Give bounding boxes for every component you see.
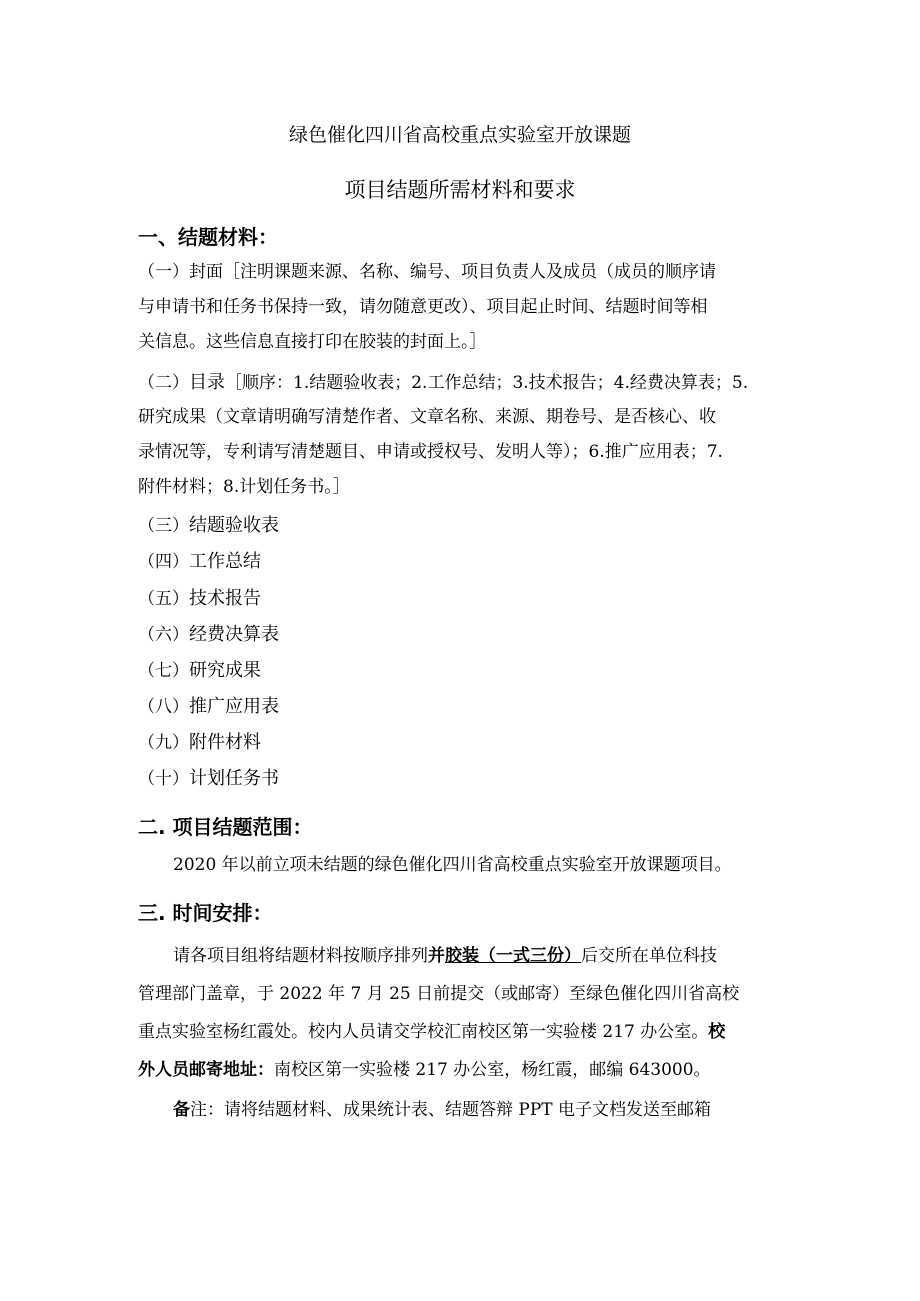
list-item: （三）结题验收表 <box>138 515 279 536</box>
toc-line-4: 附件材料；8.计划任务书。］ <box>138 477 350 497</box>
list-item: （九）附件材料 <box>138 732 261 753</box>
section2-heading: 二. 项目结题范围： <box>138 815 313 839</box>
section2-text: 2020 年以前立项未结题的绿色催化四川省高校重点实验室开放课题项目。 <box>173 855 732 875</box>
emphasis-text: 并 <box>428 946 445 966</box>
cover-line-1: （一）封面［注明课题来源、名称、编号、项目负责人及成员（成员的顺序请 <box>138 262 716 282</box>
section3-heading: 三. 时间安排： <box>138 901 273 925</box>
list-item: （四）工作总结 <box>138 551 261 572</box>
toc-line-3: 录情况等，专利请写清楚题目、申请或授权号、发明人等）；6.推广应用表；7. <box>138 442 723 462</box>
section1-heading: 一、结题材料： <box>138 225 278 249</box>
list-item: （五）技术报告 <box>138 588 261 609</box>
cover-paragraph <box>138 255 716 360</box>
toc-line-2: 研究成果（文章请明确写清楚作者、文章名称、来源、期卷号、是否核心、收 <box>138 407 716 427</box>
schedule-line-2: 管理部门盖章，于 2022 年 7 月 25 日前提交（或邮寄）至绿色催化四川省高校 <box>138 984 740 1004</box>
note-paragraph <box>173 1093 711 1128</box>
mailing-address: 南校区第一实验楼 217 办公室，杨红霞，邮编 643000。 <box>274 1060 711 1080</box>
list-item: （六）经费决算表 <box>138 624 279 645</box>
doc-subtitle: 项目结题所需材料和要求 <box>344 178 576 202</box>
toc-line-1 <box>138 365 748 400</box>
schedule-line-3: 重点实验室杨红霞处。校内人员请交学校汇南校区第一实验楼 217 办公室。校 <box>138 1022 726 1042</box>
list-item: （八）推广应用表 <box>138 696 279 717</box>
schedule-line-1: 请各项目组将结题材料按顺序排列并胶装（一式三份）后交所在单位科技 <box>173 946 717 966</box>
toc-paragraph <box>138 365 748 505</box>
toc-line-1-text: ［顺序：1.结题验收表；2.工作总结；3.技术报告；4.经费决算表；5. <box>225 373 749 393</box>
cover-line-2: 与申请书和任务书保持一致，请勿随意更改）、项目起止时间、结题时间等相 <box>138 297 708 317</box>
list-item: （七）研究成果 <box>138 660 261 681</box>
list-item: （十）计划任务书 <box>138 768 279 789</box>
mailing-address-label: 外人员邮寄地址： <box>138 1060 274 1080</box>
binding-requirement: 胶装（一式三份） <box>445 946 581 966</box>
toc-label: 目录 <box>189 372 225 393</box>
note-label: 备 <box>173 1100 190 1120</box>
schedule-line-4 <box>138 1051 739 1089</box>
toc-number: （二） <box>138 373 189 393</box>
schedule-paragraph <box>138 937 739 1089</box>
doc-title: 绿色催化四川省高校重点实验室开放课题 <box>288 124 631 146</box>
cover-line-3: 关信息。这些信息直接打印在胶装的封面上。］ <box>138 332 487 352</box>
note-text: 注：请将结题材料、成果统计表、结题答辩 PPT 电子文档发送至邮箱 <box>190 1100 712 1120</box>
